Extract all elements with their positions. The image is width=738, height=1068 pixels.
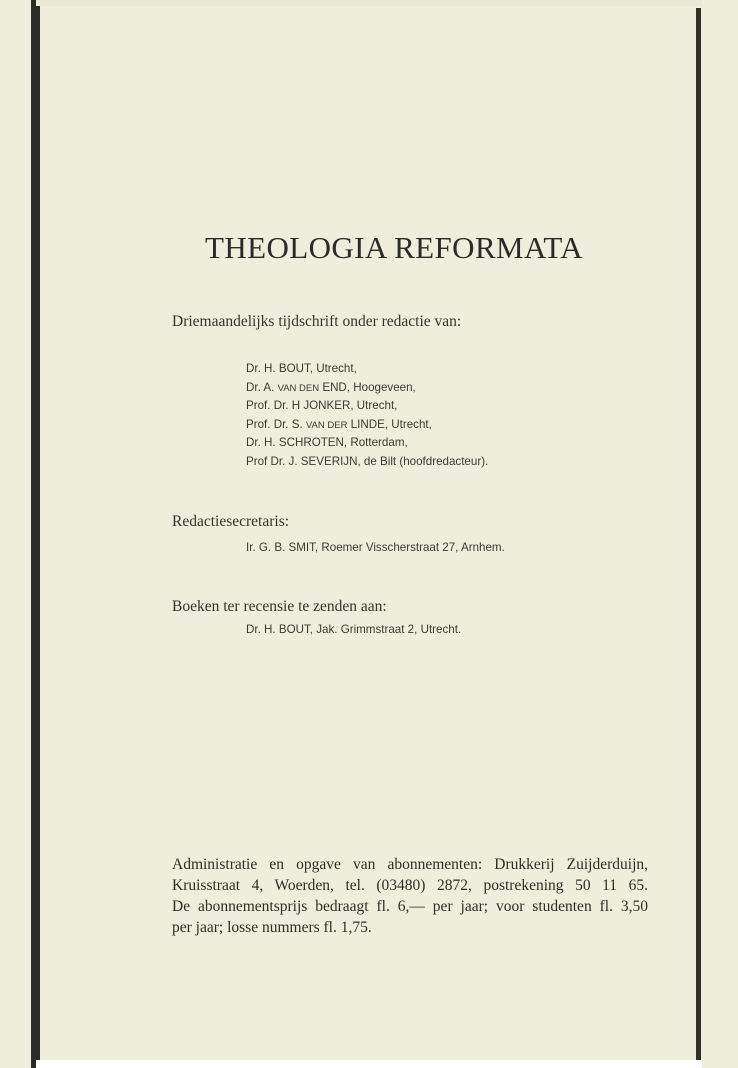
scan-edge-bottom xyxy=(36,1060,702,1068)
editor-item: Dr. H. BOUT, Utrecht, xyxy=(246,362,357,375)
editor-item: Dr. H. SCHROTEN, Rotterdam, xyxy=(246,436,408,449)
editor-item: Prof. Dr. S. VAN DER LINDE, Utrecht, xyxy=(246,417,432,431)
review-heading: Boeken ter recensie te zenden aan: xyxy=(172,598,387,615)
editor-item: Prof Dr. J. SEVERIJN, de Bilt (hoofdredacteur). xyxy=(246,454,489,468)
secretary-heading: Redactiesecretaris: xyxy=(172,513,290,530)
scan-edge-right xyxy=(696,8,701,1068)
editors-list xyxy=(246,360,488,471)
scan-edge-top xyxy=(36,0,702,6)
editor-item: Prof. Dr. H JONKER, Utrecht, xyxy=(246,399,398,412)
secretary-line: Ir. G. B. SMIT, Roemer Visscherstraat 27, Arnhem. xyxy=(246,541,505,554)
editor-item: Dr. A. VAN DEN END, Hoogeveen, xyxy=(246,380,416,394)
editors-heading: Driemaandelijks tijdschrift onder redactie van: xyxy=(172,313,462,330)
administration-line: per jaar; losse nummers fl. 1,75. xyxy=(172,919,372,936)
journal-title: THEOLOGIA REFORMATA xyxy=(205,230,583,265)
scan-edge-left xyxy=(31,0,40,1068)
administration-paragraph xyxy=(172,854,648,938)
administration-line: Administratie en opgave van abonnementen: Drukkerij Zuijderduijn, xyxy=(172,856,648,873)
administration-line: Kruisstraat 4, Woerden, tel. (03480) 2872, postrekening 50 11 65. xyxy=(172,877,648,894)
review-address: Dr. H. BOUT, Jak. Grimmstraat 2, Utrecht. xyxy=(246,623,462,636)
administration-line: De abonnementsprijs bedraagt fl. 6,— per jaar; voor studenten fl. 3,50 xyxy=(172,898,648,915)
